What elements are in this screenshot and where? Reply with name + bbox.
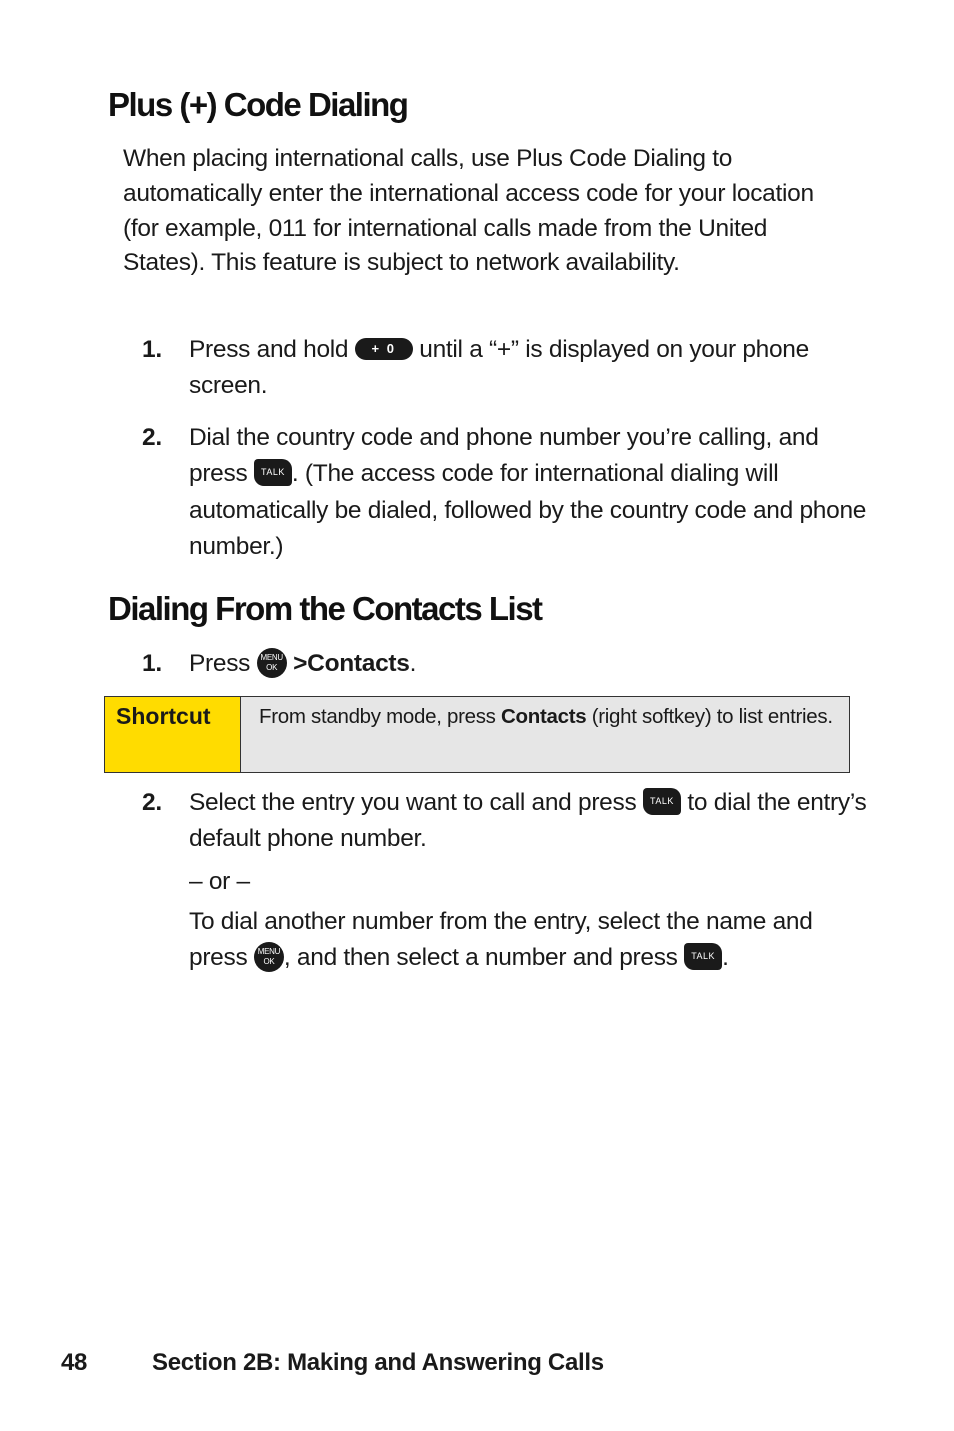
step-text-after: until a “+” is displayed on your phone screen. (189, 336, 809, 400)
menu-ok-key-icon (257, 648, 287, 678)
step-text (189, 785, 869, 858)
step-number: 1. (142, 336, 162, 363)
contacts-menu-label: Contacts (307, 650, 410, 677)
step-text (189, 646, 869, 682)
menu-key-bottom: OK (266, 662, 278, 672)
step-text-after: . (722, 944, 729, 972)
shortcut-label: Shortcut (105, 697, 241, 772)
shortcut-text (241, 697, 849, 772)
step-text (189, 332, 869, 405)
shortcut-text-bold: Contacts (501, 705, 587, 728)
step-text-after: to dial the entry’s default phone number. (189, 789, 867, 853)
step-text-before: Select the entry you want to call and press (189, 789, 643, 816)
menu-key-top: MENU (260, 652, 283, 662)
shortcut-text-before: From standby mode, press (259, 705, 502, 728)
step-text-before: Press and hold (189, 336, 355, 363)
step-text-before: Press (189, 650, 257, 677)
step-text-after: . (409, 650, 417, 677)
step-text-before: Dial the country code and phone number you’re calling, and press (189, 424, 819, 488)
menu-ok-key-icon (254, 942, 284, 972)
talk-key-icon: TALK (684, 943, 722, 970)
step-number: 2. (142, 424, 162, 451)
shortcut-text-after: (right softkey) to list entries. (586, 705, 833, 728)
step-number: 2. (142, 789, 162, 816)
chevron-right-icon: > (293, 650, 308, 677)
step-text (189, 420, 869, 565)
step-number: 1. (142, 650, 162, 677)
footer-section-title: Section 2B: Making and Answering Calls (152, 1349, 604, 1376)
page-number: 48 (61, 1349, 88, 1376)
section-title-plus-code: Plus (+) Code Dialing (108, 86, 408, 123)
step-text (189, 904, 869, 977)
section-title-contacts: Dialing From the Contacts List (108, 590, 542, 627)
step-text-before: To dial another number from the entry, select the name and press (189, 908, 813, 972)
zero-plus-key-icon: + 0 (355, 338, 413, 360)
menu-key-top: MENU (257, 946, 281, 956)
or-text: – or – (189, 868, 250, 895)
menu-key-bottom: OK (263, 956, 275, 966)
intro-paragraph: When placing international calls, use Plus Code Dialing to automatically enter the international access code for your location (for example, 011 for international calls made from the United States). This feature is subject to network availability. (123, 145, 814, 277)
step-text-after: . (The access code for international dialing will automatically be dialed, followed by the country code and phone number.) (189, 460, 867, 560)
talk-key-icon: TALK (254, 459, 292, 486)
talk-key-icon: TALK (643, 788, 681, 815)
shortcut-box (104, 696, 850, 773)
step-text-middle: , and then select a number and press (283, 944, 685, 972)
